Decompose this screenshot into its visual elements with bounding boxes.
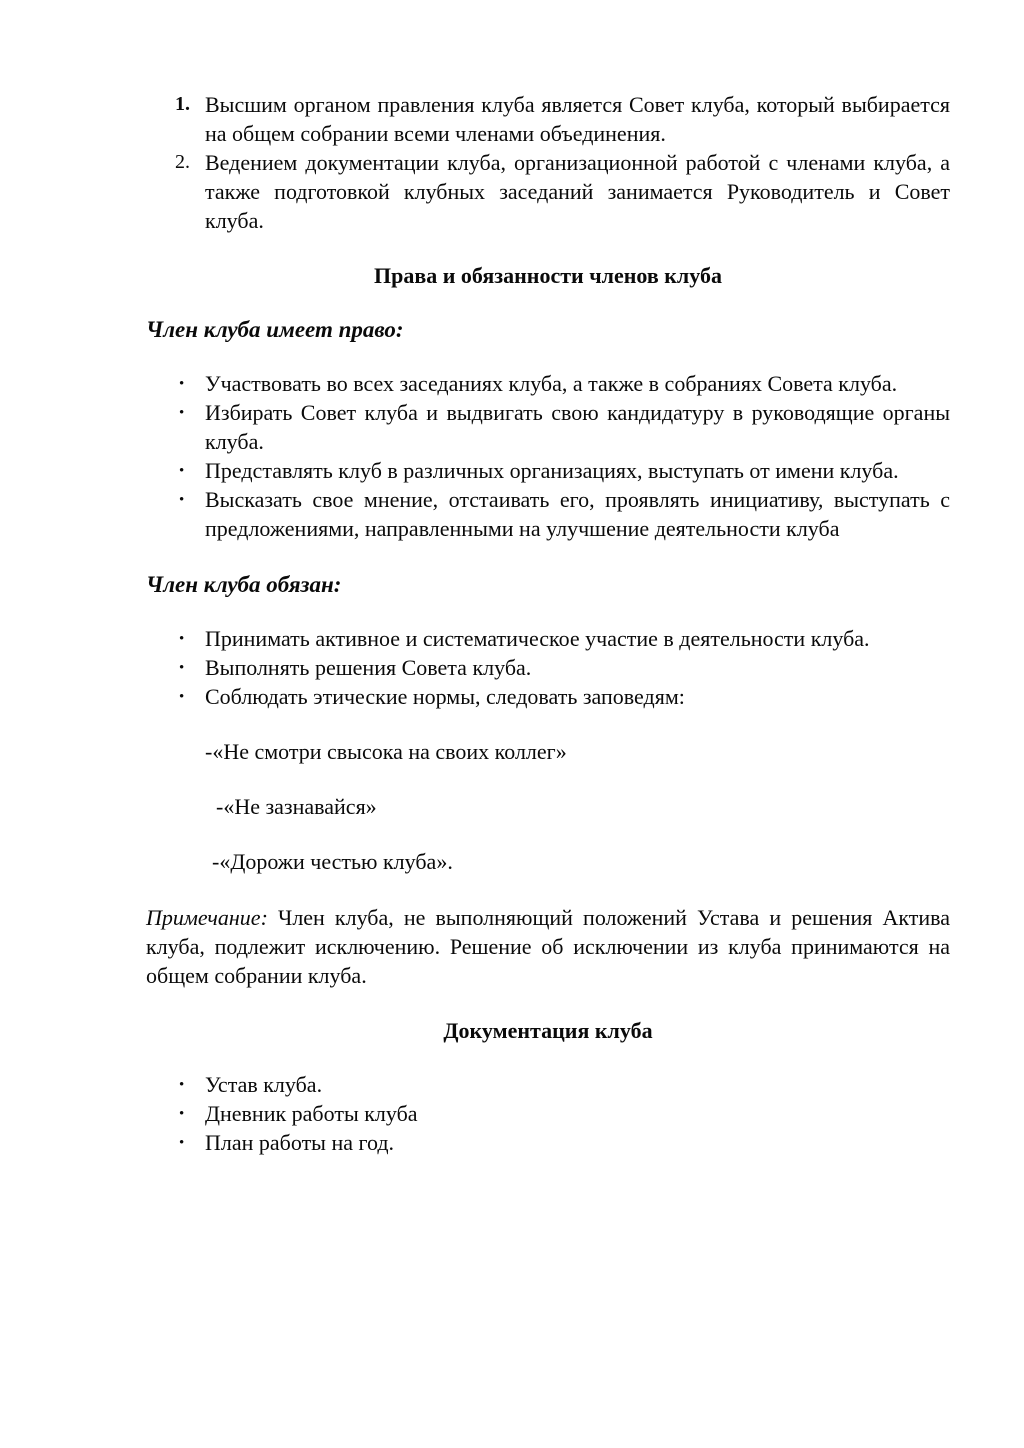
list-item [146,1128,950,1157]
list-item-text: Избирать Совет клуба и выдвигать свою кандидатуру в руководящие органы клуба. [205,400,950,454]
note-label: Примечание: [146,905,268,930]
bullet-icon: • [179,1106,185,1122]
commandment-quote: -«Не смотри свысока на своих коллег» [205,739,567,764]
bullet-icon: • [179,463,185,479]
duties-bullet-list [146,624,950,711]
list-item-text: Выполнять решения Совета клуба. [205,655,532,680]
bullet-icon: • [179,492,185,508]
bullet-icon: • [179,376,185,392]
list-item-text: Принимать активное и систематическое участие в деятельности клуба. [205,626,870,651]
list-item-text: Высказать свое мнение, отстаивать его, проявлять инициативу, выступать с предложениями, направленными на улучшение деятельности клуба [205,487,950,541]
list-item-text: Представлять клуб в различных организациях, выступать от имени клуба. [205,458,899,483]
numbered-list [146,90,950,235]
list-item [146,653,950,682]
subheading-member-rights: Член клуба имеет право: [146,317,404,342]
subheading-member-duties: Член клуба обязан: [146,572,342,597]
list-item-text: План работы на год. [205,1130,395,1155]
list-item [146,1099,950,1128]
list-item [146,485,950,543]
list-item-text: Устав клуба. [205,1072,323,1097]
commandment-quote: -«Дорожи честью клуба». [212,849,453,874]
list-item [146,682,950,711]
rights-bullet-list [146,369,950,543]
list-item-text: Дневник работы клуба [205,1101,418,1126]
list-item [146,1070,950,1099]
bullet-icon: • [179,631,185,647]
bullet-icon: • [179,689,185,705]
numbered-item [146,148,950,235]
numbered-item-text: Ведением документации клуба, организационной работой с членами клуба, а также подготовкой клубных заседаний занимается Руководитель и Совет клуба. [205,150,950,233]
documentation-bullet-list [146,1070,950,1157]
commandment-quote: -«Не зазнавайся» [216,794,377,819]
numbered-item-marker: 1. [175,93,190,115]
list-item [146,624,950,653]
section-heading-documentation: Документация клуба [443,1018,653,1043]
list-item [146,369,950,398]
bullet-icon: • [179,660,185,676]
bullet-icon: • [179,405,185,421]
list-item-text: Участвовать во всех заседаниях клуба, а также в собраниях Совета клуба. [205,371,898,396]
bullet-icon: • [179,1077,185,1093]
numbered-item-marker: 2. [175,151,190,173]
numbered-item-text: Высшим органом правления клуба является Совет клуба, который выбирается на общем собрании всеми членами объединения. [205,92,950,146]
list-item [146,398,950,456]
numbered-item [146,90,950,148]
list-item [146,456,950,485]
note-paragraph [146,903,950,990]
list-item-text: Соблюдать этические нормы, следовать заповедям: [205,684,685,709]
section-heading-rights-and-duties: Права и обязанности членов клуба [374,263,722,288]
note-text: Член клуба, не выполняющий положений Устава и решения Актива клуба, подлежит исключению. Решение об исключении из клуба принимаются на общем собрании клуба. [146,905,951,988]
bullet-icon: • [179,1135,185,1151]
